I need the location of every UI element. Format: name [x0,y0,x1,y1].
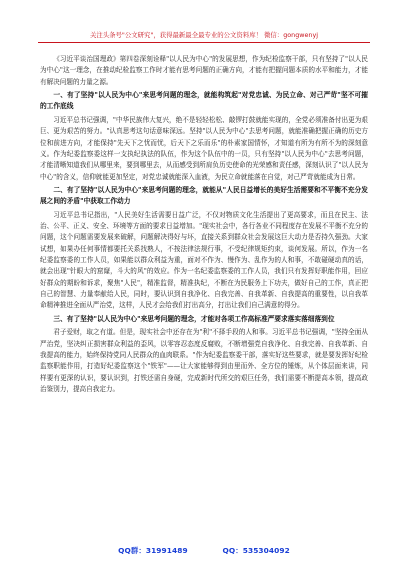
article-body [40,54,368,395]
intro-paragraph: 《习近平谈治国理政》第四卷深刻诠释"以人民为中心"的发展思想，作为纪检监察干部，只有坚持了"以人民为中心"这一理念，在推动纪检监察工作时才能有思考问题的正确方向，才能有把握问题本质的水平和能力，才能有解决问题的力量之源。 [40,55,368,86]
footer-qq: QQ：535304092 [222,546,290,555]
section-paragraph-2: 习近平总书记指出，"人民美好生活需要日益广泛，不仅对物质文化生活提出了更高要求，而且在民主、法治、公平、正义、安全、环境等方面的要求日益增加。"现实社会中，各行各业不同程度存在发展不平衡不充分的问题，这个问题需要发展来破解，问题解决得好与坏，直接关系到群众社会发展这巨大动力是否持久强劲。大家试想，如果办任何事情都要托关系找熟人，不按法律法规行事，不受纪律规矩约束，谈何发展。所以，作为一名纪委监察委的工作人员，如果能以群众利益为重，面对不作为、慢作为、乱作为的人和事，不敢碰硬动真的话，就会出现"针眼大的窟窿，斗大的风"的效应。作为一名纪委监察委的工作人员，我们只有发挥好职能作用，回应好群众的期盼和诉求，聚焦"人民"，精准监督，精准执纪，不断在为民服务上下功夫，做好自己的工作，真正把自己的智慧、力量奉献给人民，同时，要认识到自我净化、自我完善、自我革新、自我提高的重要性，以自我革命精神推进全面从严治党，这样，人民才会给我们打出高分，打出让我们自己满意的得分。 [40,210,368,310]
section-heading-2: 二、有了坚持"以人民为中心"来思考问题的理念，就能从"人民日益增长的美好生活需要和不平衡不充分发展之间的矛盾"中获取工作动力 [40,185,368,206]
section-heading-1: 一、有了坚持"以人民为中心"来思考问题的理念，就能构筑起"对党忠诚、为民立命、对己严苛"坚不可摧的工作底线 [40,91,368,111]
footer-contact [0,545,408,556]
section-paragraph-3: 君子爱财，取之有道。但是，现实社会中还存在为"利"不择手段的人和事。习近平总书记强调，"坚持全面从严治党，坚决纠正损害群众利益的歪风，以零容忍态度反腐败，不断增强党自我净化、自我完善、自我革新、自我提高的能力，始终保持党同人民群众的血肉联系。"作为纪委监察委干部，落实好这些要求，就是要发挥好纪检监察职能作用，打造好纪委监察这个"铁军"——让大家能够得到由里而外、全方位的锤炼，从个体层面来讲，同样要有更深的认识，要认识到，打铁还需自身硬，完成新时代所交的艰巨任务，我们需要不断提高本领，提高政治鉴别力，提高自我定力。 [40,328,368,393]
section-heading-3: 三、有了坚持"以人民为中心"来思考问题的理念，才能对各项工作高标准严要求落实落细落到位 [53,314,335,323]
footer-qq-group: QQ群：31991489 [118,546,188,555]
section-paragraph-1: 习近平总书记强调，"中华民族伟大复兴，绝不是轻轻松松、敲锣打鼓就能实现的，全党必须准备付出更为艰巨、更为艰苦的努力。"认真思考这句话意味深远。坚持"以人民为中心"去思考问题，就能准确把握正确的历史方位和前进方向，才能保持"先天下之忧而忧，后天下之乐而乐"的朴素家国情怀，才知道有所为有所不为的深刻意义。作为纪委监察委这样一支执纪执法的队伍，作为这个队伍中的一员，只有坚持"以人民为中心"去思考问题，才能清晰知道我们从哪里来，要到哪里去，从而感受到所肩负历史使命的光荣感和责任感，深刻认识了"以人民为中心"的含义，信仰就能更加坚定，对党忠诚就能深入血液，为民立命就能落在自觉，对己严苛就能成为日常。 [40,115,368,181]
header-divider [38,42,370,43]
header-banner: 关注头条号"公文研究"，获得最新最全最专业的公文资料库！ 微信：gongwenyj [89,31,319,39]
